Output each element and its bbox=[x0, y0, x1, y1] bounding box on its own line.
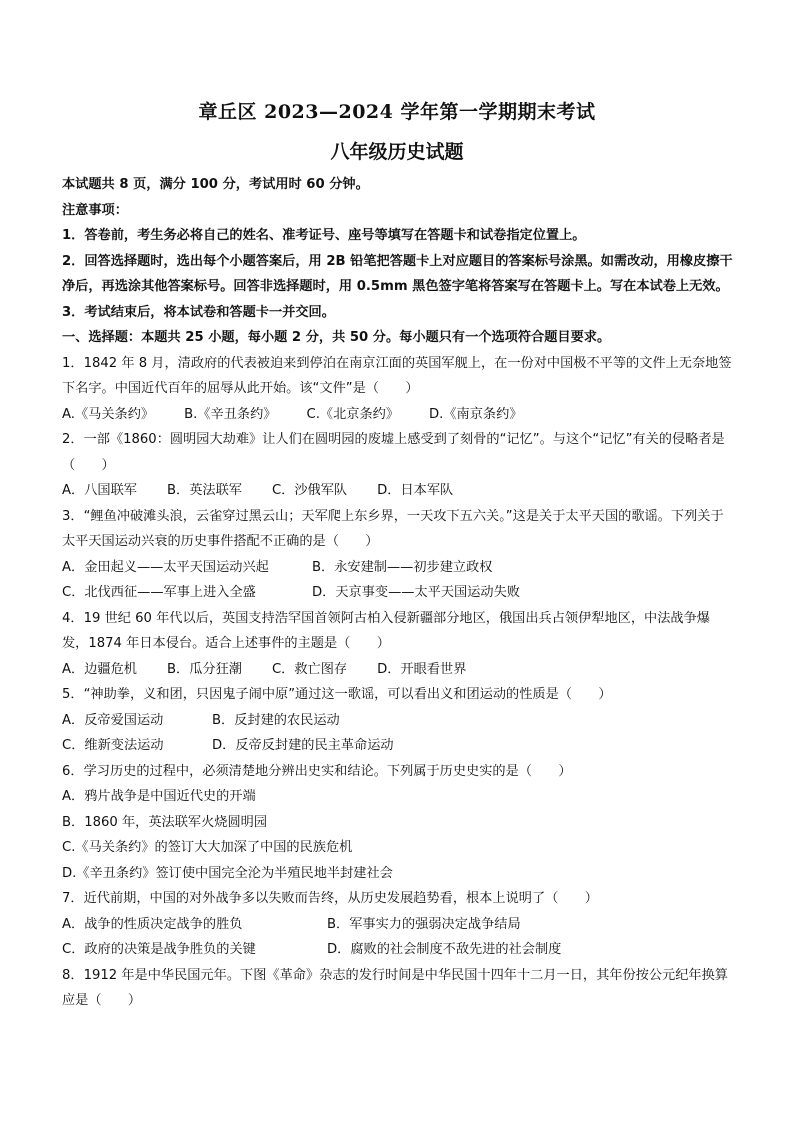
question-1: 1．1842 年 8 月，清政府的代表被迫来到停泊在南京江面的英国军舰上，在一份对中国极不平等的文件上无奈地签下名字。中国近代百年的屈辱从此开始。该“文件”是（ ） bbox=[62, 355, 732, 396]
question-7-options-row1 bbox=[62, 912, 734, 938]
option-d: D．开眼看世界 bbox=[377, 661, 467, 677]
option-a: A．反帝爱国运动 bbox=[62, 712, 164, 728]
option-d: D．天京事变——太平天国运动失败 bbox=[312, 585, 520, 600]
option-b: B．英法联军 bbox=[166, 483, 242, 498]
notice-heading: 注意事项： bbox=[62, 202, 128, 218]
section-heading: 一、选择题：本题共 25 小题，每小题 2 分，共 50 分。每小题只有一个选项符合题目要求。 bbox=[62, 330, 611, 345]
option-c: C．救亡图存 bbox=[271, 661, 348, 677]
question-3-options-row2 bbox=[62, 580, 734, 606]
option-c: C．维新变法运动 bbox=[62, 738, 164, 753]
option-a: A．八国联军 bbox=[62, 483, 137, 498]
option-a: A．边疆危机 bbox=[62, 661, 137, 677]
option-d: D．反帝反封建的民主革命运动 bbox=[212, 738, 394, 753]
question-6: 6．学习历史的过程中，必须清楚地分辨出史实和结论。下列属于历史史实的是（ ） bbox=[62, 763, 572, 779]
exam-info: 本试题共 8 页，满分 100 分，考试用时 60 分钟。 bbox=[62, 177, 369, 192]
option-a: A.《马关条约》 bbox=[62, 406, 155, 422]
notice-3: 3．考试结束后，将本试卷和答题卡一并交回。 bbox=[62, 304, 335, 320]
question-3: 3．“鲤鱼冲破滩头浪，云雀穿过黑云山；天军爬上东乡界，一天攻下五六关。”这是关于太平天国的歌谣。下列关于太平天国运动兴衰的历史事件搭配不正确的是（ ） bbox=[62, 508, 724, 549]
question-5-options-row1 bbox=[62, 708, 734, 734]
option-c: C.《马关条约》的签订大大加深了中国的民族危机 bbox=[62, 840, 353, 855]
question-7-options-row2 bbox=[62, 937, 734, 963]
option-d: D.《南京条约》 bbox=[429, 406, 523, 422]
option-a: A．鸦片战争是中国近代史的开端 bbox=[62, 789, 256, 804]
option-d: D．腐败的社会制度不敌先进的社会制度 bbox=[327, 942, 562, 957]
option-d: D.《辛丑条约》签订使中国完全沦为半殖民地半封建社会 bbox=[62, 865, 393, 881]
notice-1: 1．答卷前，考生务必将自己的姓名、准考证号、座号等填写在答题卡和试卷指定位置上。 bbox=[62, 228, 586, 243]
option-a: A．战争的性质决定战争的胜负 bbox=[62, 916, 243, 932]
option-b: B．永安建制——初步建立政权 bbox=[312, 559, 493, 575]
option-c: C．沙俄军队 bbox=[271, 483, 348, 498]
question-4: 4．19 世纪 60 年代以后，英国支持浩罕国首领阿古柏入侵新疆部分地区，俄国出兵占领伊犁地区，中法战争爆发，1874 年日本侵台。适合上述事件的主题是（ ） bbox=[62, 610, 710, 651]
option-b: B．军事实力的强弱决定战争结局 bbox=[327, 916, 521, 932]
exam-content bbox=[62, 172, 734, 1014]
question-5: 5．“神助拳，义和团，只因鬼子闹中原”通过这一歌谣，可以看出义和团运动的性质是（ ） bbox=[62, 687, 612, 702]
notice-2: 2．回答选择题时，选出每个小题答案后，用 2B 铅笔把答题卡上对应题目的答案标号涂黑。如需改动，用橡皮擦干净后，再选涂其他答案标号。回答非选择题时，用 0.5mm 黑色签字笔将答案写在答题卡上。写在本试卷上无效。 bbox=[62, 253, 733, 294]
question-1-options bbox=[62, 402, 734, 428]
option-c: C．政府的决策是战争胜负的关键 bbox=[62, 942, 256, 957]
option-c: C．北伐西征——军事上进入全盛 bbox=[62, 585, 256, 600]
option-b: B．反封建的农民运动 bbox=[212, 712, 340, 728]
question-7: 7．近代前期，中国的对外战争多以失败而告终，从历史发展趋势看，根本上说明了（ ） bbox=[62, 891, 598, 906]
question-5-options-row2 bbox=[62, 733, 734, 759]
option-b: B．瓜分狂潮 bbox=[166, 661, 242, 677]
question-4-options bbox=[62, 657, 734, 683]
option-d: D．日本军队 bbox=[377, 483, 454, 498]
exam-subtitle: 八年级历史试题 bbox=[330, 141, 464, 163]
question-2-options bbox=[62, 478, 734, 504]
question-2: 2．一部《1860：圆明园大劫难》让人们在圆明园的废墟上感受到了刻骨的“记忆”。与这个“记忆”有关的侵略者是（ ） bbox=[62, 432, 725, 473]
option-a: A．金田起义——太平天国运动兴起 bbox=[62, 559, 269, 575]
option-b: B.《辛丑条约》 bbox=[184, 406, 277, 422]
question-3-options-row1 bbox=[62, 555, 734, 581]
option-c: C.《北京条约》 bbox=[306, 406, 400, 422]
exam-title: 章丘区 2023—2024 学年第一学期期末考试 bbox=[198, 101, 596, 123]
option-b: B．1860 年，英法联军火烧圆明园 bbox=[62, 814, 268, 830]
question-8: 8．1912 年是中华民国元年。下图《革命》杂志的发行时间是中华民国十四年十二月一日，其年份按公元纪年换算应是（ ） bbox=[62, 967, 728, 1008]
